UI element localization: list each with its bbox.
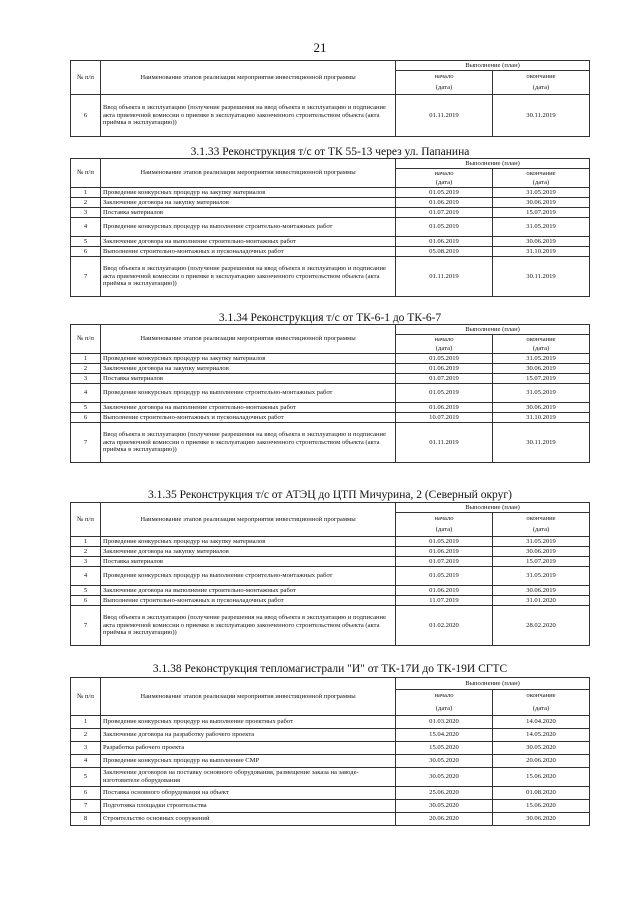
end-date: 15.07.2019 [493,374,590,384]
header-start: начало [396,71,493,83]
start-date: 01.06.2019 [396,547,493,557]
end-date: 30.05.2020 [493,742,590,755]
header-num: № п/п [71,61,101,95]
start-date: 25.06.2020 [396,787,493,800]
start-date: 01.07.2019 [396,208,493,218]
stage-name: Заключение договора на выполнение строительно-монтажных работ [101,237,396,247]
row-number: 3 [71,557,101,567]
stage-name: Проведение конкурсных процедур на выполнение строительно-монтажных работ [101,384,396,403]
header-name: Наименование этапов реализации мероприятия инвестиционной программы [101,325,396,354]
stage-name: Проведение конкурсных процедур на закупку материалов [101,188,396,198]
stage-name: Ввод объекта в эксплуатацию (получение разрешения на ввод объекта в эксплуатацию и подписание акта приемочной комиссии о приемке в эксплуатацию законченного строительством объекта (акта приёмка в эксплуатацию)) [101,95,396,137]
row-number: 7 [71,800,101,813]
stage-name: Разработка рабочего проекта [101,742,396,755]
start-date: 01.06.2019 [396,198,493,208]
schedule-table-34 [70,324,590,463]
stage-name: Заключение договоров на поставку основного оборудования, размещение заказа на заводе-изготовителе оборудования [101,768,396,787]
row-number: 5 [71,586,101,596]
end-date: 30.06.2019 [493,237,590,247]
row-number: 2 [71,729,101,742]
table-row [71,198,590,208]
table-row [71,537,590,547]
row-number: 5 [71,768,101,787]
header-exec: Выполнение (план) [396,678,590,690]
header-start: начало [396,169,493,179]
end-date: 15.06.2020 [493,768,590,787]
table-row [71,755,590,768]
start-date: 01.06.2019 [396,237,493,247]
table-row [71,208,590,218]
header-start: начало [396,335,493,345]
header-end: окончание [493,169,590,179]
table-row [71,557,590,567]
row-number: 1 [71,188,101,198]
row-number: 5 [71,403,101,413]
stage-name: Заключение договора на выполнение строительно-монтажных работ [101,586,396,596]
row-number: 6 [71,413,101,423]
header-exec: Выполнение (план) [396,61,590,71]
header-start: начало [396,690,493,703]
section-title-33: 3.1.33 Реконструкция т/с от ТК 55-13 через ул. Папанина [190,146,470,158]
end-date: 30.06.2019 [493,364,590,374]
row-number: 2 [71,364,101,374]
header-name: Наименование этапов реализации мероприятия инвестиционной программы [101,503,396,537]
end-date: 30.11.2019 [493,95,590,137]
end-date: 20.06.2020 [493,755,590,768]
end-date: 31.05.2019 [493,537,590,547]
end-date: 15.07.2019 [493,208,590,218]
row-number: 6 [71,247,101,257]
stage-name: Заключение договора на закупку материалов [101,547,396,557]
end-date: 01.08.2020 [493,787,590,800]
start-date: 01.06.2019 [396,364,493,374]
start-date: 01.07.2019 [396,374,493,384]
table-row [71,547,590,557]
start-date: 01.05.2019 [396,567,493,586]
stage-name: Проведение конкурсных процедур на выполнение строительно-монтажных работ [101,567,396,586]
stage-name: Выполнение строительно-монтажных и пусконаладочных работ [101,247,396,257]
end-date: 30.06.2019 [493,586,590,596]
start-date: 01.05.2019 [396,537,493,547]
section-title-34: 3.1.34 Реконструкция т/с от ТК-6-1 до ТК-6-7 [218,312,442,324]
stage-name: Проведение конкурсных процедур на выполнение проектных работ [101,716,396,729]
stage-name: Ввод объекта в эксплуатацию (получение разрешения на ввод объекта в эксплуатацию и подписание акта приемочной комиссии о приемке в эксплуатацию законченного строительством объекта (акта приёмка в эксплуатацию)) [101,423,396,463]
row-number: 8 [71,813,101,826]
table-row [71,354,590,364]
header-start: начало [396,513,493,525]
start-date: 30.05.2020 [396,800,493,813]
row-number: 1 [71,716,101,729]
table-row [71,364,590,374]
row-number: 6 [71,596,101,606]
header-exec: Выполнение (план) [396,159,590,169]
end-date: 31.05.2019 [493,567,590,586]
start-date: 01.05.2019 [396,354,493,364]
end-date: 31.01.2020 [493,596,590,606]
stage-name: Ввод объекта в эксплуатацию (получение разрешения на ввод объекта в эксплуатацию и подписание акта приемочной комиссии о приемке в эксплуатацию законченного строительством объекта (акта приёмка в эксплуатацию)) [101,257,396,297]
table-row [71,413,590,423]
row-number: 4 [71,218,101,237]
stage-name: Выполнение строительно-монтажных и пусконаладочных работ [101,413,396,423]
start-date: 30.05.2020 [396,755,493,768]
header-num: № п/п [71,678,101,716]
row-number: 4 [71,755,101,768]
table-row [71,257,590,297]
start-date: 01.05.2019 [396,218,493,237]
row-number: 1 [71,537,101,547]
header-start-date: (дата) [396,703,493,716]
start-date: 05.08.2019 [396,247,493,257]
stage-name: Подготовка площадки строительства [101,800,396,813]
end-date: 15.06.2020 [493,800,590,813]
row-number: 7 [71,257,101,297]
table-row [71,606,590,646]
start-date: 01.05.2019 [396,384,493,403]
header-end: окончание [493,71,590,83]
table-row [71,237,590,247]
table-row [71,813,590,826]
stage-name: Проведение конкурсных процедур на закупку материалов [101,537,396,547]
table-row [71,596,590,606]
stage-name: Проведение конкурсных процедур на выполнение СМР [101,755,396,768]
end-date: 30.06.2019 [493,403,590,413]
stage-name: Заключение договора на выполнение строительно-монтажных работ [101,403,396,413]
start-date: 01.07.2019 [396,557,493,567]
stage-name: Проведение конкурсных процедур на закупку материалов [101,354,396,364]
schedule-table-35 [70,502,590,646]
end-date: 15.07.2019 [493,557,590,567]
header-end: окончание [493,513,590,525]
end-date: 30.06.2019 [493,547,590,557]
end-date: 31.10.2019 [493,247,590,257]
header-name: Наименование этапов реализации мероприятия инвестиционной программы [101,678,396,716]
section-title-35: 3.1.35 Реконструкция т/с от АТЭЦ до ЦТП Мичурина, 2 (Северный округ) [148,489,512,501]
end-date: 30.06.2019 [493,198,590,208]
table-row [71,188,590,198]
row-number: 3 [71,208,101,218]
header-name: Наименование этапов реализации мероприятия инвестиционной программы [101,159,396,188]
stage-name: Поставка материалов [101,557,396,567]
stage-name: Поставка основного оборудования на объект [101,787,396,800]
end-date: 30.06.2020 [493,813,590,826]
continuation-table [70,60,590,137]
table-row [71,716,590,729]
table-row [71,586,590,596]
row-number: 5 [71,237,101,247]
start-date: 01.06.2019 [396,403,493,413]
end-date: 31.10.2019 [493,413,590,423]
header-name: Наименование этапов реализации мероприятия инвестиционной программы [101,61,396,95]
start-date: 01.11.2019 [396,95,493,137]
table-row [71,423,590,463]
header-start-date: (дата) [396,525,493,537]
header-num: № п/п [71,503,101,537]
start-date: 15.04.2020 [396,729,493,742]
header-exec: Выполнение (план) [396,325,590,335]
stage-name: Ввод объекта в эксплуатацию (получение разрешения на ввод объекта в эксплуатацию и подписание акта приемочной комиссии о приемке в эксплуатацию законченного строительством объекта (акта приёмка в эксплуатацию)) [101,606,396,646]
section-title-38: 3.1.38 Реконструкция тепломагистрали "И" от ТК-17И до ТК-19И СГТС [152,663,508,675]
table-row [71,729,590,742]
header-end: окончание [493,690,590,703]
end-date: 14.05.2020 [493,729,590,742]
table-row [71,95,590,137]
start-date: 11.07.2019 [396,596,493,606]
end-date: 30.11.2019 [493,423,590,463]
row-number: 2 [71,198,101,208]
page-number: 21 [313,40,327,55]
start-date: 01.11.2019 [396,257,493,297]
table-row [71,384,590,403]
header-num: № п/п [71,159,101,188]
header-start-date: (дата) [396,345,493,354]
end-date: 31.05.2019 [493,188,590,198]
row-number: 6 [71,95,101,137]
stage-name: Выполнение строительно-монтажных и пусконаладочных работ [101,596,396,606]
table-row [71,247,590,257]
row-number: 4 [71,384,101,403]
start-date: 01.03.2020 [396,716,493,729]
table-row [71,218,590,237]
row-number: 3 [71,374,101,384]
row-number: 3 [71,742,101,755]
end-date: 31.05.2019 [493,218,590,237]
start-date: 01.11.2019 [396,423,493,463]
table-row [71,374,590,384]
header-start-date: (дата) [396,179,493,188]
table-row [71,787,590,800]
row-number: 2 [71,547,101,557]
start-date: 20.06.2020 [396,813,493,826]
header-end-date: (дата) [493,179,590,188]
stage-name: Проведение конкурсных процедур на выполнение строительно-монтажных работ [101,218,396,237]
start-date: 10.07.2019 [396,413,493,423]
table-row [71,742,590,755]
schedule-table-33 [70,158,590,297]
stage-name: Заключение договора на разработку рабочего проекта [101,729,396,742]
stage-name: Строительство основных сооружений [101,813,396,826]
start-date: 01.06.2019 [396,586,493,596]
table-row [71,768,590,787]
header-end-date: (дата) [493,703,590,716]
table-row [71,403,590,413]
header-end-date: (дата) [493,345,590,354]
header-end-date: (дата) [493,525,590,537]
stage-name: Заключение договора на закупку материалов [101,198,396,208]
header-exec: Выполнение (план) [396,503,590,513]
row-number: 4 [71,567,101,586]
row-number: 6 [71,787,101,800]
start-date: 30.05.2020 [396,768,493,787]
start-date: 15.05.2020 [396,742,493,755]
end-date: 31.05.2019 [493,354,590,364]
row-number: 1 [71,354,101,364]
stage-name: Поставка материалов [101,374,396,384]
end-date: 14.04.2020 [493,716,590,729]
start-date: 01.05.2019 [396,188,493,198]
end-date: 28.02.2020 [493,606,590,646]
header-end-date: (дата) [493,83,590,95]
stage-name: Поставка материалов [101,208,396,218]
start-date: 01.02.2020 [396,606,493,646]
table-row [71,567,590,586]
end-date: 30.11.2019 [493,257,590,297]
header-start-date: (дата) [396,83,493,95]
row-number: 7 [71,606,101,646]
stage-name: Заключение договора на закупку материалов [101,364,396,374]
header-end: окончание [493,335,590,345]
table-row [71,800,590,813]
schedule-table-38 [70,677,590,826]
header-num: № п/п [71,325,101,354]
row-number: 7 [71,423,101,463]
end-date: 31.05.2019 [493,384,590,403]
